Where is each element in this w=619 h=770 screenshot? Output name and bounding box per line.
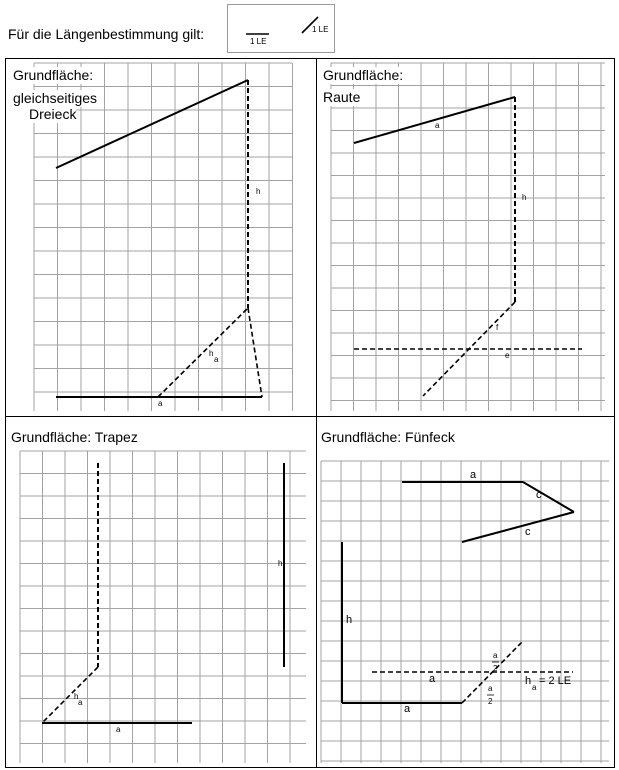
label-a: a	[158, 399, 163, 408]
label-a: a	[435, 121, 440, 130]
label-a: a	[116, 725, 121, 734]
label-half-a-upper-den: 2	[493, 664, 498, 673]
header-instruction: Für die Längenbestimmung gilt:	[8, 26, 205, 42]
panel-title: Grundfläche: Fünfeck	[321, 429, 455, 445]
label-ha: h	[209, 349, 214, 358]
height-ha-line	[42, 667, 98, 723]
panel-title-line3: Dreieck	[29, 106, 77, 122]
label-a-top: a	[470, 469, 477, 481]
panel-title-line2: gleichseitiges	[13, 90, 98, 106]
scale-legend	[227, 4, 335, 53]
panel-trapezoid	[5, 416, 317, 768]
label-h: h	[256, 187, 261, 196]
label-ha: h	[525, 675, 532, 687]
grid	[331, 63, 605, 411]
label-ha: h	[74, 692, 79, 701]
edge-c-lower	[462, 512, 574, 542]
legend-diagonal-label: 1 LE	[312, 25, 329, 34]
panel-pentagon	[316, 416, 615, 768]
rhombus-figure	[317, 59, 615, 417]
panel-title: Grundfläche: Trapez	[11, 429, 138, 445]
label-h: h	[278, 559, 283, 568]
label-c-upper: c	[536, 489, 542, 501]
label-h: h	[522, 193, 527, 202]
panel-title-line1: Grundfläche:	[13, 67, 94, 83]
label-half-a-lower-num: a	[488, 684, 493, 693]
edge-c-upper	[523, 482, 574, 512]
grid	[20, 451, 306, 763]
label-ha-sub: a	[532, 683, 537, 692]
label-half-a-upper-num: a	[493, 651, 498, 660]
label-a-bottom: a	[404, 703, 411, 715]
label-h: h	[346, 614, 353, 626]
edge-a	[354, 97, 515, 143]
panel-triangle	[5, 58, 317, 417]
pentagon-figure	[317, 417, 615, 768]
panel-rhombus	[316, 58, 615, 417]
legend-horizontal-label: 1 LE	[250, 37, 267, 46]
trapezoid-figure	[6, 417, 317, 768]
panel-title-line2: Raute	[323, 89, 361, 105]
label-ha-sub: a	[78, 698, 83, 707]
label-ha-value: = 2 LE	[539, 675, 572, 687]
panel-title-line1: Grundfläche:	[323, 67, 404, 83]
label-c-lower: c	[525, 526, 531, 538]
label-f: f	[496, 323, 499, 332]
label-ha-sub: a	[214, 355, 219, 364]
label-a-mid: a	[429, 673, 436, 685]
label-half-a-lower-den: 2	[488, 697, 493, 706]
label-e: e	[505, 351, 510, 360]
